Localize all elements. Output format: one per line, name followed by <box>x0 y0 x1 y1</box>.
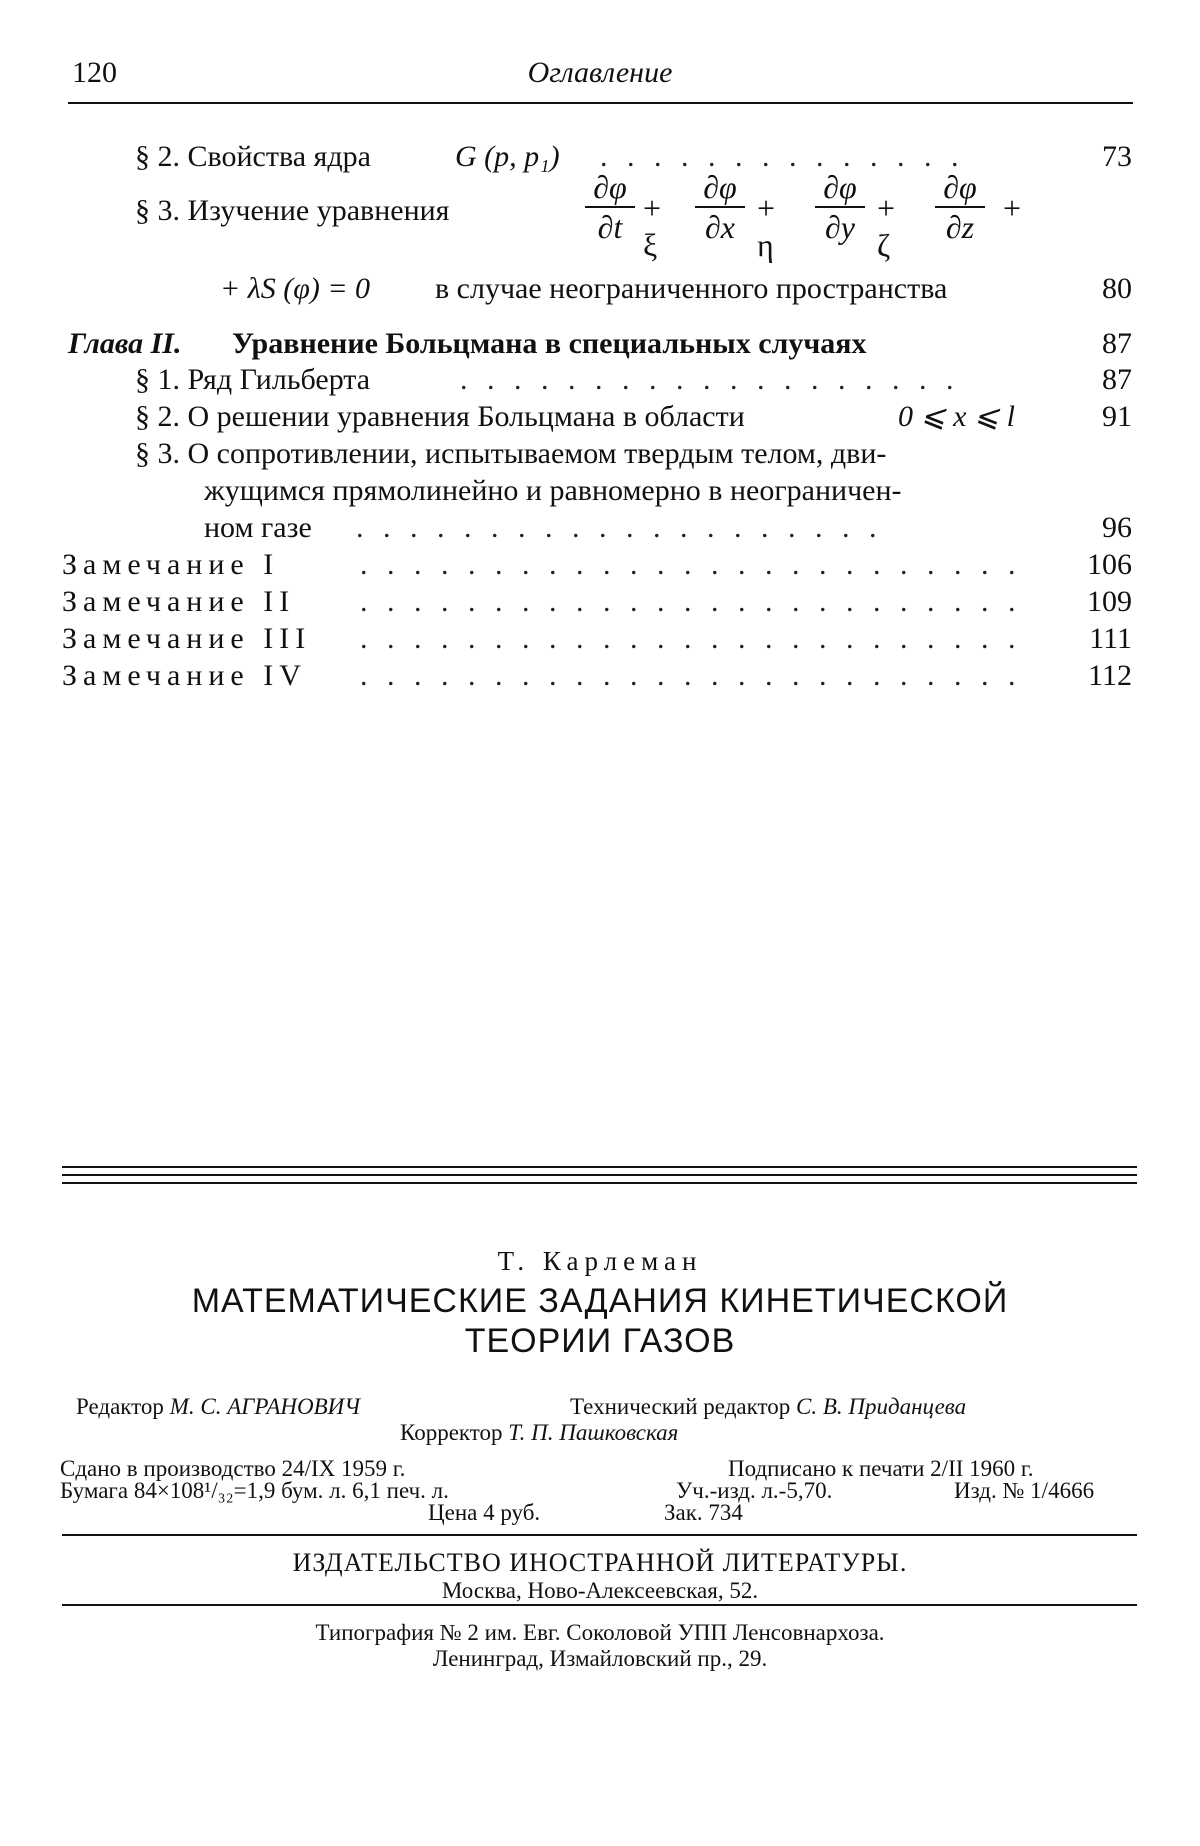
note-label: Замечание IV <box>62 659 307 692</box>
fraction-dphi-dz: ∂φ ∂z <box>935 170 985 244</box>
toc-label: § 2. Свойства ядра <box>135 140 371 173</box>
page-number: 120 <box>72 56 117 89</box>
note-label: Замечание I <box>62 548 280 581</box>
printer-name: Типография № 2 им. Евг. Соколовой УПП Ленсовнархоза. <box>315 1620 885 1645</box>
toc-label: § 3. Изучение уравнения <box>135 194 450 227</box>
note-label: Замечание II <box>62 585 296 618</box>
toc-label-line2: жущимся прямолинейно и равномерно в неограничен- <box>204 474 902 507</box>
corrector-name: Т. П. Пашковская <box>508 1420 679 1445</box>
fraction-dphi-dy: ∂φ ∂y <box>815 170 865 244</box>
toc-note <box>0 657 1200 695</box>
toc-chapter-2 <box>0 325 1200 363</box>
toc-page: 109 <box>1087 585 1132 618</box>
chapter-title: Уравнение Больцмана в специальных случаях <box>232 327 867 360</box>
separator-rule <box>62 1604 1137 1606</box>
dot-leader: . . . . . . . . . . . . . . . . . . . . . . . . . <box>360 622 1022 655</box>
editor-name: М. С. АГРАНОВИЧ <box>169 1394 361 1419</box>
term-zeta: + ζ <box>877 190 896 263</box>
term-xi: + ξ <box>643 190 662 263</box>
toc-page: 80 <box>1102 272 1132 305</box>
paper-format: Бумага 84×108¹/₃₂=1,9 бум. л. 6,1 печ. л. <box>60 1478 449 1503</box>
fraction-dphi-dt: ∂φ ∂t <box>585 170 635 244</box>
editor-credit <box>76 1394 360 1420</box>
toc-page: 87 <box>1102 327 1132 360</box>
toc-entry-c2s3 <box>0 435 1200 473</box>
separator-rule <box>62 1182 1137 1184</box>
publisher-name: ИЗДАТЕЛЬСТВО ИНОСТРАННОЙ ЛИТЕРАТУРЫ. <box>292 1548 908 1577</box>
signed-date: Подписано к печати 2/II 1960 г. <box>728 1456 1034 1481</box>
equation-tail: + λS (φ) = 0 <box>220 272 371 305</box>
toc-entry-c2s3-line2 <box>0 472 1200 510</box>
running-title: Оглавление <box>527 56 673 89</box>
chapter-prefix: Глава II. <box>68 327 182 360</box>
toc-page: 73 <box>1102 140 1132 173</box>
editor-label: Редактор <box>76 1394 164 1419</box>
toc-entry-c2s1 <box>0 361 1200 399</box>
tech-editor-label: Технический редактор <box>570 1394 791 1419</box>
term-plus: + <box>1003 190 1022 226</box>
uch-izd-sheets: Уч.-изд. л.-5,70. <box>676 1478 833 1503</box>
toc-page: 112 <box>1088 659 1132 692</box>
book-author: Т. Карлеман <box>497 1246 703 1276</box>
term-eta: + η <box>757 190 776 263</box>
separator-rule <box>62 1174 1137 1176</box>
toc-label-line3: ном газе <box>204 511 312 544</box>
toc-label-line1: § 3. О сопротивлении, испытываемом твердым телом, дви- <box>135 437 887 470</box>
corrector-credit <box>400 1420 678 1446</box>
separator-rule <box>62 1166 1137 1168</box>
tech-editor-credit <box>570 1394 966 1420</box>
printer-address: Ленинград, Измайловский пр., 29. <box>432 1646 768 1671</box>
separator-rule <box>62 1534 1137 1536</box>
dot-leader: . . . . . . . . . . . . . . . . . . . . <box>356 511 883 544</box>
submitted-date: Сдано в производство 24/IX 1959 г. <box>60 1456 406 1481</box>
toc-entry-c2s2 <box>0 398 1200 436</box>
publisher-address: Москва, Ново-Алексеевская, 52. <box>441 1578 759 1603</box>
toc-page: 106 <box>1087 548 1132 581</box>
fraction-dphi-dx: ∂φ ∂x <box>695 170 745 244</box>
tech-editor-name: С. В. Приданцева <box>795 1394 967 1419</box>
toc-page: 96 <box>1102 511 1132 544</box>
toc-note <box>0 620 1200 658</box>
toc-page: 87 <box>1102 363 1132 396</box>
toc-label: § 2. О решении уравнения Больцмана в области <box>135 400 745 433</box>
dot-leader: . . . . . . . . . . . . . . . . . . . . . . . . . <box>360 659 1022 692</box>
header-rule <box>68 102 1133 104</box>
book-title-line1: МАТЕМАТИЧЕСКИЕ ЗАДАНИЯ КИНЕТИЧЕСКОЙ <box>191 1282 1009 1320</box>
region-condition: 0 ⩽ x ⩽ l <box>898 400 1015 433</box>
corrector-label: Корректор <box>400 1420 503 1445</box>
publisher-number: Изд. № 1/4666 <box>954 1478 1095 1503</box>
dot-leader: . . . . . . . . . . . . . . <box>600 140 965 173</box>
toc-page: 111 <box>1089 622 1132 655</box>
toc-entry-s3-cont <box>0 270 1200 308</box>
toc-page: 91 <box>1102 400 1132 433</box>
toc-label: § 1. Ряд Гильберта <box>135 363 371 396</box>
toc-entry-c2s3-line3 <box>0 509 1200 547</box>
kernel-argument: G (p, p₁) <box>455 140 560 173</box>
price: Цена 4 руб. <box>428 1500 541 1525</box>
dot-leader: . . . . . . . . . . . . . . . . . . . . . . . . . <box>360 548 1022 581</box>
toc-label: в случае неограниченного пространства <box>435 272 948 305</box>
dot-leader: . . . . . . . . . . . . . . . . . . . <box>460 363 960 396</box>
toc-note <box>0 583 1200 621</box>
dot-leader: . . . . . . . . . . . . . . . . . . . . . . . . . <box>360 585 1022 618</box>
note-label: Замечание III <box>62 622 312 655</box>
toc-note <box>0 546 1200 584</box>
order-number: Зак. 734 <box>664 1500 743 1525</box>
book-title-line2: ТЕОРИИ ГАЗОВ <box>464 1322 736 1360</box>
